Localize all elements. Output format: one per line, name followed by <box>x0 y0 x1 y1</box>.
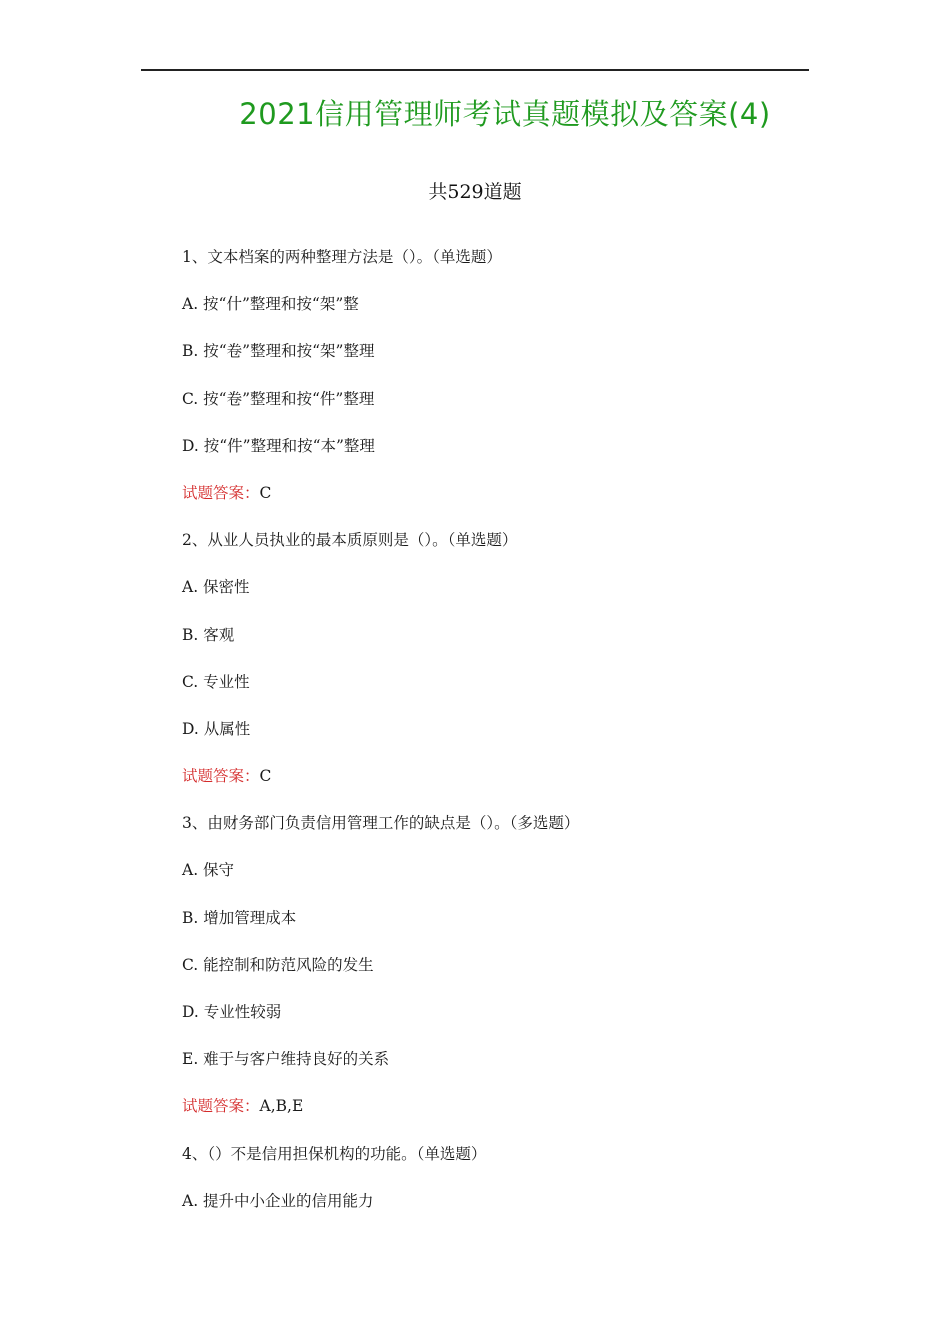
option: E. 难于与客户维持良好的关系 <box>182 1050 390 1069</box>
option: B. 按“卷”整理和按“架”整理 <box>182 342 375 361</box>
option: C. 能控制和防范风险的发生 <box>182 955 374 974</box>
question-list <box>182 241 822 1232</box>
option: D. 从属性 <box>182 719 251 738</box>
option: A. 提升中小企业的信用能力 <box>182 1191 374 1210</box>
option: A. 按“什”整理和按“架”整 <box>182 295 359 314</box>
question-stem: 3、由财务部门负责信用管理工作的缺点是（）。（多选题） <box>182 814 580 833</box>
top-divider <box>141 69 809 71</box>
answer-line <box>182 477 822 524</box>
question-count: 共529道题 <box>428 181 522 203</box>
option: B. 增加管理成本 <box>182 908 297 927</box>
question-stem: 4、（）不是信用担保机构的功能。（单选题） <box>182 1144 487 1163</box>
answer-label: 试题答案： <box>182 1097 260 1116</box>
answer-line <box>182 1090 822 1137</box>
option: C. 专业性 <box>182 672 250 691</box>
answer-label: 试题答案： <box>182 483 260 502</box>
document-title: 2021信用管理师考试真题模拟及答案(4) <box>239 97 771 131</box>
option: C. 按“卷”整理和按“件”整理 <box>182 389 375 408</box>
answer-line <box>182 760 822 807</box>
option: D. 按“件”整理和按“本”整理 <box>182 436 375 455</box>
answer-value: C <box>259 483 272 502</box>
answer-value: A,B,E <box>259 1097 304 1116</box>
option: A. 保密性 <box>182 578 250 597</box>
answer-value: C <box>259 767 272 786</box>
question-stem: 2、从业人员执业的最本质原则是（）。（单选题） <box>182 531 518 550</box>
option: B. 客观 <box>182 625 235 644</box>
question-stem: 1、文本档案的两种整理方法是（）。（单选题） <box>182 248 502 266</box>
option: D. 专业性较弱 <box>182 1003 282 1021</box>
option: A. 保守 <box>182 861 235 880</box>
answer-label: 试题答案： <box>182 767 260 786</box>
